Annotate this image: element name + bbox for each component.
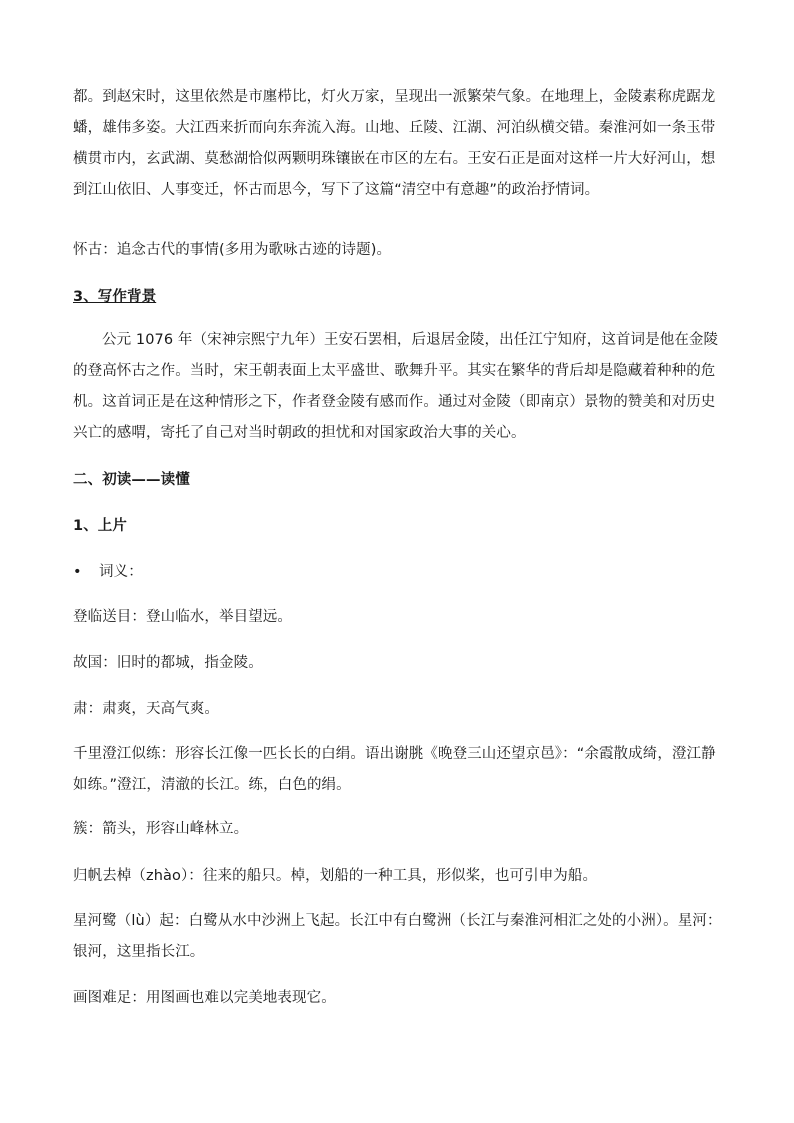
definition-cu: 簇：箭头，形容山峰林立。 <box>73 821 249 837</box>
heading-writing-background: 3、写作背景 <box>73 289 157 305</box>
intro-paragraph: 都。到赵宋时，这里依然是市廛栉比，灯火万家，呈现出一派繁荣气象。在地理上，金陵素称虎踞龙蟠，雄伟多姿。大江西来折而向东奔流入海。山地、丘陵、江湖、河泊纵横交错。秦淮河如一条玉带横贯市内，玄武湖、莫愁湖恰似两颗明珠镶嵌在市区的左右。王安石正是面对这样一片大好河山，想到江山依旧、人事变迁，怀古而思今，写下了这篇“清空中有意趣”的政治抒情词。 <box>73 89 716 198</box>
definition-su: 肃：肃爽，天高气爽。 <box>73 701 219 717</box>
definition-huatu: 画图难足：用图画也难以完美地表现它。 <box>73 990 336 1006</box>
background-paragraph: 公元 1076 年（宋神宗熙宁九年）王安石罢相，后退居金陵，出任江宁知府，这首词是他在金陵的登高怀古之作。当时，宋王朝表面上太平盛世、歌舞升平。其实在繁华的背后却是隐藏着种种的危机。这首词正是在这种情形之下，作者登金陵有感而作。通过对金陵（即南京）景物的赞美和对历史兴亡的感喟，寄托了自己对当时朝政的担忧和对国家政治大事的关心。 <box>73 332 719 441</box>
heading-upper-stanza: 1、上片 <box>73 518 127 534</box>
ciyi-bullet-item <box>73 557 725 588</box>
definition-guifan: 归帆去棹（zhào）：往来的船只。棹，划船的一种工具，形似桨，也可引申为船。 <box>73 868 598 884</box>
definition-qianli: 千里澄江似练：形容长江像一匹长长的白绢。语出谢朓《晚登三山还望京邑》：“余霞散成绮，澄江静如练。”澄江，清澈的长江。练，白色的绢。 <box>73 746 716 793</box>
definition-xinghe: 星河鹭（lù）起：白鹭从水中沙洲上飞起。长江中有白鹭洲（长江与秦淮河相汇之处的小洲）。星河：银河，这里指长江。 <box>73 913 722 960</box>
definition-denglin: 登临送目：登山临水，举目望远。 <box>73 609 292 625</box>
huaigu-definition: 怀古：追念古代的事情(多用为歌咏古迹的诗题)。 <box>73 242 392 258</box>
ciyi-label: 词义： <box>99 564 143 580</box>
heading-first-reading: 二、初读——读懂 <box>73 472 190 488</box>
bullet-icon: • <box>73 564 82 580</box>
definition-guguo: 故国：旧时的都城，指金陵。 <box>73 655 263 671</box>
